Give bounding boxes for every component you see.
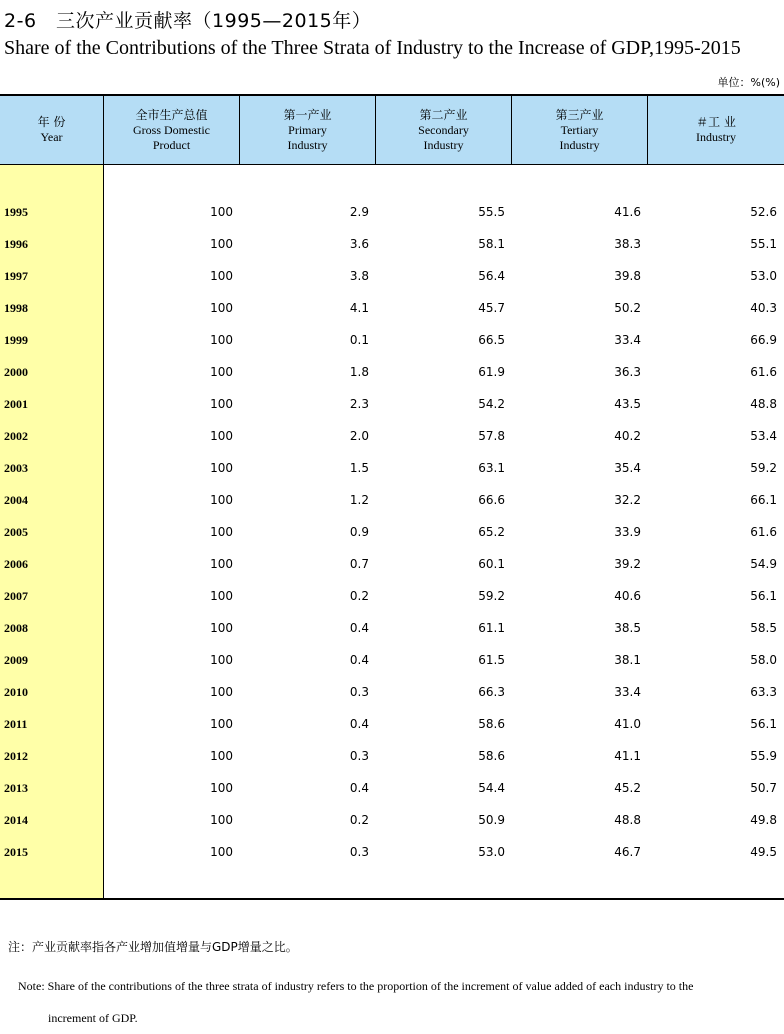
secondary-cell: 55.5 bbox=[478, 205, 505, 219]
gdp-cell: 100 bbox=[210, 813, 233, 827]
primary-cell: 0.2 bbox=[349, 813, 369, 827]
tertiary-cell: 35.4 bbox=[614, 461, 641, 475]
table-row bbox=[0, 324, 784, 356]
secondary-cell: 54.2 bbox=[478, 397, 505, 411]
primary-cell: 1.8 bbox=[349, 365, 369, 379]
year-cell: 2010 bbox=[4, 685, 28, 699]
tertiary-cell: 38.3 bbox=[614, 237, 641, 251]
tertiary-cell: 43.5 bbox=[614, 397, 641, 411]
primary-cell: 2.9 bbox=[349, 205, 369, 219]
secondary-cell: 59.2 bbox=[478, 589, 505, 603]
header-secondary-cn: 第二产业 bbox=[419, 107, 468, 122]
tertiary-cell: 41.0 bbox=[614, 717, 641, 731]
data-table bbox=[0, 94, 784, 900]
header-tertiary-cn: 第三产业 bbox=[555, 107, 604, 122]
year-cell: 2001 bbox=[4, 397, 28, 411]
table-row bbox=[0, 772, 784, 804]
year-cell: 2011 bbox=[4, 717, 28, 731]
gdp-cell: 100 bbox=[210, 397, 233, 411]
header-industry-cn: ＃工 业 bbox=[696, 115, 736, 129]
note-en bbox=[18, 970, 778, 1034]
header-gdp-en2: Product bbox=[152, 137, 191, 152]
year-cell: 2015 bbox=[4, 845, 28, 859]
header-industry bbox=[648, 96, 784, 164]
note-en-line1: Note: Share of the contributions of the three strata of industry refers to the proportion of the increment of value added of each industry to the bbox=[18, 979, 694, 993]
table-bottom-rule bbox=[0, 898, 784, 900]
table-row bbox=[0, 836, 784, 868]
gdp-cell: 100 bbox=[210, 749, 233, 763]
gdp-cell: 100 bbox=[210, 557, 233, 571]
year-cell: 1997 bbox=[4, 269, 28, 283]
secondary-cell: 65.2 bbox=[478, 525, 505, 539]
year-cell: 2004 bbox=[4, 493, 28, 507]
secondary-cell: 56.4 bbox=[478, 269, 505, 283]
tertiary-cell: 45.2 bbox=[614, 781, 641, 795]
industry-cell: 58.0 bbox=[750, 653, 777, 667]
industry-cell: 49.5 bbox=[750, 845, 777, 859]
primary-cell: 3.6 bbox=[349, 237, 369, 251]
industry-cell: 48.8 bbox=[750, 397, 777, 411]
note-cn: 注：产业贡献率指各产业增加值增量与GDP增量之比。 bbox=[8, 940, 298, 954]
gdp-cell: 100 bbox=[210, 653, 233, 667]
table-row bbox=[0, 740, 784, 772]
header-year-cn: 年 份 bbox=[37, 115, 66, 129]
year-cell: 1995 bbox=[4, 205, 28, 219]
year-cell: 1999 bbox=[4, 333, 28, 347]
year-cell: 2012 bbox=[4, 749, 28, 763]
gdp-cell: 100 bbox=[210, 237, 233, 251]
tertiary-cell: 33.4 bbox=[614, 685, 641, 699]
industry-cell: 53.0 bbox=[750, 269, 777, 283]
primary-cell: 2.3 bbox=[349, 397, 369, 411]
gdp-cell: 100 bbox=[210, 685, 233, 699]
header-gdp-cn: 全市生产总值 bbox=[135, 107, 208, 122]
secondary-cell: 60.1 bbox=[478, 557, 505, 571]
secondary-cell: 66.6 bbox=[478, 493, 505, 507]
industry-cell: 59.2 bbox=[750, 461, 777, 475]
header-primary-en: Primary bbox=[288, 122, 327, 137]
gdp-cell: 100 bbox=[210, 589, 233, 603]
primary-cell: 4.1 bbox=[349, 301, 369, 315]
secondary-cell: 66.5 bbox=[478, 333, 505, 347]
primary-cell: 0.3 bbox=[349, 749, 369, 763]
year-cell: 2003 bbox=[4, 461, 28, 475]
year-cell: 2002 bbox=[4, 429, 28, 443]
header-secondary-en: Secondary bbox=[418, 122, 469, 137]
tertiary-cell: 32.2 bbox=[614, 493, 641, 507]
primary-cell: 0.2 bbox=[349, 589, 369, 603]
primary-cell: 3.8 bbox=[349, 269, 369, 283]
tertiary-cell: 40.2 bbox=[614, 429, 641, 443]
industry-cell: 61.6 bbox=[750, 365, 777, 379]
secondary-cell: 66.3 bbox=[478, 685, 505, 699]
primary-cell: 0.1 bbox=[349, 333, 369, 347]
primary-cell: 0.3 bbox=[349, 845, 369, 859]
industry-cell: 56.1 bbox=[750, 589, 777, 603]
secondary-cell: 53.0 bbox=[478, 845, 505, 859]
industry-cell: 54.9 bbox=[750, 557, 777, 571]
primary-cell: 0.4 bbox=[349, 781, 369, 795]
table-row bbox=[0, 484, 784, 516]
year-cell: 2014 bbox=[4, 813, 28, 827]
gdp-cell: 100 bbox=[210, 621, 233, 635]
header-gdp bbox=[104, 96, 240, 164]
tertiary-cell: 33.4 bbox=[614, 333, 641, 347]
tertiary-cell: 38.1 bbox=[614, 653, 641, 667]
gdp-cell: 100 bbox=[210, 525, 233, 539]
table-row bbox=[0, 644, 784, 676]
tertiary-cell: 33.9 bbox=[614, 525, 641, 539]
table-row bbox=[0, 580, 784, 612]
secondary-cell: 58.6 bbox=[478, 717, 505, 731]
industry-cell: 50.7 bbox=[750, 781, 777, 795]
secondary-cell: 63.1 bbox=[478, 461, 505, 475]
tertiary-cell: 39.2 bbox=[614, 557, 641, 571]
header-tertiary bbox=[512, 96, 648, 164]
header-industry-en: Industry bbox=[696, 130, 736, 144]
note-en-line2: increment of GDP. bbox=[48, 1011, 138, 1025]
header-primary-en2: Industry bbox=[287, 137, 328, 152]
primary-cell: 1.2 bbox=[349, 493, 369, 507]
table-row bbox=[0, 708, 784, 740]
header-year-en: Year bbox=[40, 130, 63, 144]
tertiary-cell: 41.6 bbox=[614, 205, 641, 219]
gdp-cell: 100 bbox=[210, 493, 233, 507]
tertiary-cell: 41.1 bbox=[614, 749, 641, 763]
industry-cell: 49.8 bbox=[750, 813, 777, 827]
table-row bbox=[0, 452, 784, 484]
table-row bbox=[0, 420, 784, 452]
industry-cell: 56.1 bbox=[750, 717, 777, 731]
year-cell: 2008 bbox=[4, 621, 28, 635]
tertiary-cell: 38.5 bbox=[614, 621, 641, 635]
table-header bbox=[0, 96, 784, 165]
primary-cell: 0.9 bbox=[349, 525, 369, 539]
gdp-cell: 100 bbox=[210, 461, 233, 475]
primary-cell: 0.7 bbox=[349, 557, 369, 571]
primary-cell: 0.3 bbox=[349, 685, 369, 699]
table-row bbox=[0, 388, 784, 420]
industry-cell: 53.4 bbox=[750, 429, 777, 443]
header-primary-cn: 第一产业 bbox=[283, 107, 332, 122]
industry-cell: 66.1 bbox=[750, 493, 777, 507]
header-primary bbox=[240, 96, 376, 164]
table-row bbox=[0, 196, 784, 228]
secondary-cell: 61.5 bbox=[478, 653, 505, 667]
tertiary-cell: 48.8 bbox=[614, 813, 641, 827]
secondary-cell: 45.7 bbox=[478, 301, 505, 315]
industry-cell: 63.3 bbox=[750, 685, 777, 699]
header-secondary bbox=[376, 96, 512, 164]
industry-cell: 58.5 bbox=[750, 621, 777, 635]
year-cell: 2000 bbox=[4, 365, 28, 379]
tertiary-cell: 46.7 bbox=[614, 845, 641, 859]
gdp-cell: 100 bbox=[210, 269, 233, 283]
gdp-cell: 100 bbox=[210, 205, 233, 219]
header-gdp-en: Gross Domestic bbox=[133, 122, 210, 137]
primary-cell: 1.5 bbox=[349, 461, 369, 475]
industry-cell: 61.6 bbox=[750, 525, 777, 539]
table-row bbox=[0, 292, 784, 324]
gdp-cell: 100 bbox=[210, 429, 233, 443]
secondary-cell: 57.8 bbox=[478, 429, 505, 443]
table-row bbox=[0, 260, 784, 292]
secondary-cell: 50.9 bbox=[478, 813, 505, 827]
page-title-cn: 2-6 三次产业贡献率（1995—2015年） bbox=[4, 10, 372, 32]
secondary-cell: 61.9 bbox=[478, 365, 505, 379]
primary-cell: 0.4 bbox=[349, 653, 369, 667]
secondary-cell: 58.1 bbox=[478, 237, 505, 251]
gdp-cell: 100 bbox=[210, 365, 233, 379]
page-title-en: Share of the Contributions of the Three Strata of Industry to the Increase of GDP,1995-2015 bbox=[4, 37, 741, 59]
primary-cell: 0.4 bbox=[349, 621, 369, 635]
year-cell: 2007 bbox=[4, 589, 28, 603]
industry-cell: 40.3 bbox=[750, 301, 777, 315]
year-cell: 1996 bbox=[4, 237, 28, 251]
table-row bbox=[0, 612, 784, 644]
year-cell: 1998 bbox=[4, 301, 28, 315]
header-secondary-en2: Industry bbox=[423, 137, 464, 152]
secondary-cell: 54.4 bbox=[478, 781, 505, 795]
primary-cell: 2.0 bbox=[349, 429, 369, 443]
header-tertiary-en: Tertiary bbox=[560, 122, 599, 137]
gdp-cell: 100 bbox=[210, 333, 233, 347]
table-row bbox=[0, 356, 784, 388]
primary-cell: 0.4 bbox=[349, 717, 369, 731]
year-cell: 2013 bbox=[4, 781, 28, 795]
secondary-cell: 61.1 bbox=[478, 621, 505, 635]
table-row bbox=[0, 676, 784, 708]
table-row bbox=[0, 228, 784, 260]
table-row bbox=[0, 548, 784, 580]
industry-cell: 55.9 bbox=[750, 749, 777, 763]
gdp-cell: 100 bbox=[210, 717, 233, 731]
industry-cell: 52.6 bbox=[750, 205, 777, 219]
gdp-cell: 100 bbox=[210, 301, 233, 315]
header-year bbox=[0, 96, 104, 164]
industry-cell: 66.9 bbox=[750, 333, 777, 347]
tertiary-cell: 40.6 bbox=[614, 589, 641, 603]
year-cell: 2006 bbox=[4, 557, 28, 571]
table-row bbox=[0, 804, 784, 836]
secondary-cell: 58.6 bbox=[478, 749, 505, 763]
tertiary-cell: 36.3 bbox=[614, 365, 641, 379]
gdp-cell: 100 bbox=[210, 845, 233, 859]
header-tertiary-en2: Industry bbox=[559, 137, 600, 152]
tertiary-cell: 39.8 bbox=[614, 269, 641, 283]
year-cell: 2005 bbox=[4, 525, 28, 539]
industry-cell: 55.1 bbox=[750, 237, 777, 251]
tertiary-cell: 50.2 bbox=[614, 301, 641, 315]
gdp-cell: 100 bbox=[210, 781, 233, 795]
year-cell: 2009 bbox=[4, 653, 28, 667]
unit-label: 单位：%(%) bbox=[717, 76, 780, 89]
table-row bbox=[0, 516, 784, 548]
